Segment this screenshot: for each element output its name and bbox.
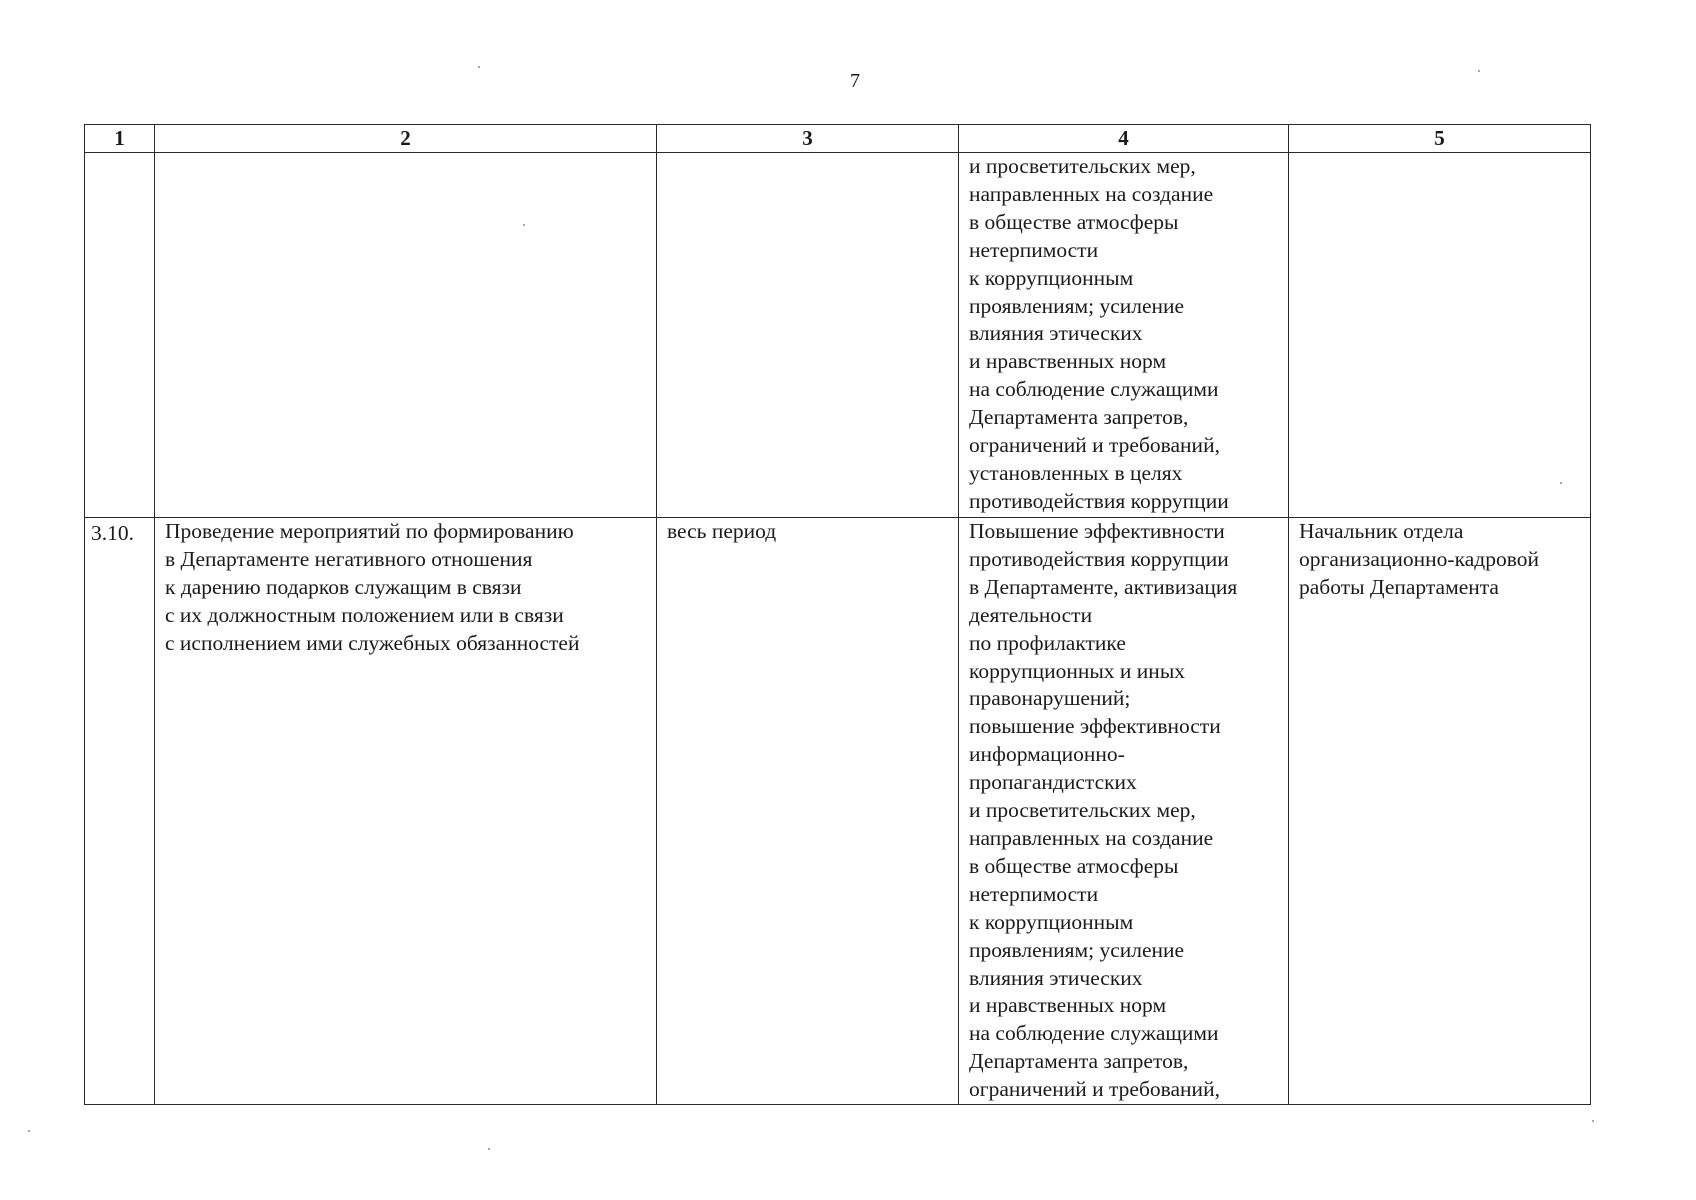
scan-speck — [1560, 482, 1562, 484]
scan-speck — [1478, 70, 1480, 72]
text-line: по профилактике — [969, 630, 1126, 655]
text-line: и просветительских мер, — [969, 154, 1196, 178]
header-col-1: 1 — [85, 125, 155, 153]
header-col-2: 2 — [155, 125, 657, 153]
text-line: влияния этических — [969, 321, 1143, 346]
text-line: повышение эффективности — [969, 714, 1221, 739]
text-line: противодействия коррупции — [969, 488, 1229, 513]
cell-expected-result — [959, 153, 1289, 518]
text-line: коррупционных и иных — [969, 658, 1186, 683]
table-row-3-10 — [85, 518, 1591, 1105]
text-line: в Департаменте, активизация — [969, 574, 1238, 599]
text-line: с исполнением ими служебных обязанностей — [165, 630, 580, 655]
cell-number — [85, 153, 155, 518]
text-line: влияния этических — [969, 965, 1143, 990]
cell-measure — [155, 153, 657, 518]
text-line: проявлениям; усиление — [969, 293, 1185, 318]
text-line: ограничений и требований, — [969, 433, 1220, 458]
text-line: в Департаменте негативного отношения — [165, 546, 533, 571]
text-line: установленных в целях — [969, 460, 1183, 485]
text-line: направленных на создание — [969, 825, 1214, 850]
scan-speck — [1592, 1120, 1594, 1122]
text-line: Повышение эффективности — [969, 519, 1225, 543]
text-line: нетерпимости — [969, 237, 1099, 262]
text-line: противодействия коррупции — [969, 546, 1229, 571]
text-line: и нравственных норм — [969, 349, 1167, 374]
table-header-row — [85, 125, 1591, 153]
text-line: правонарушений; — [969, 686, 1131, 711]
text-line: Проведение мероприятий по формированию — [165, 519, 574, 543]
text-line: в обществе атмосферы — [969, 209, 1179, 234]
scan-speck — [488, 1148, 490, 1150]
text-line: и нравственных норм — [969, 993, 1167, 1018]
text-line: нетерпимости — [969, 881, 1099, 906]
measures-table — [84, 124, 1591, 1105]
header-col-5: 5 — [1289, 125, 1591, 153]
scan-speck — [28, 1130, 30, 1132]
text-line: информационно- — [969, 742, 1125, 767]
text-line: организационно-кадровой — [1299, 546, 1539, 571]
text-line: в обществе атмосферы — [969, 853, 1179, 878]
text-line: Департамента запретов, — [969, 1049, 1189, 1074]
scan-speck — [478, 66, 480, 68]
table-row-continued — [85, 153, 1591, 518]
text-line: Начальник отдела — [1299, 519, 1464, 543]
text-line: направленных на создание — [969, 181, 1214, 206]
cell-period: весь период — [657, 518, 959, 1105]
cell-expected-result — [959, 518, 1289, 1105]
text-line: на соблюдение служащими — [969, 377, 1219, 402]
text-line: к коррупционным — [969, 265, 1134, 290]
cell-responsible — [1289, 518, 1591, 1105]
header-col-4: 4 — [959, 125, 1289, 153]
text-line: на соблюдение служащими — [969, 1021, 1219, 1046]
text-line: Департамента запретов, — [969, 405, 1189, 430]
cell-period — [657, 153, 959, 518]
text-line: деятельности — [969, 602, 1093, 627]
text-line: пропагандистских — [969, 770, 1137, 795]
text-line: и просветительских мер, — [969, 798, 1196, 823]
cell-measure — [155, 518, 657, 1105]
page-number: 7 — [850, 70, 860, 92]
header-col-3: 3 — [657, 125, 959, 153]
text-line: к коррупционным — [969, 909, 1134, 934]
text-line: с их должностным положением или в связи — [165, 602, 564, 627]
text-line: к дарению подарков служащим в связи — [165, 574, 522, 599]
text-line: ограничений и требований, — [969, 1077, 1220, 1102]
scan-speck — [523, 224, 525, 226]
cell-number: 3.10. — [85, 518, 155, 1105]
text-line: проявлениям; усиление — [969, 937, 1185, 962]
cell-responsible — [1289, 153, 1591, 518]
text-line: работы Департамента — [1299, 574, 1499, 599]
